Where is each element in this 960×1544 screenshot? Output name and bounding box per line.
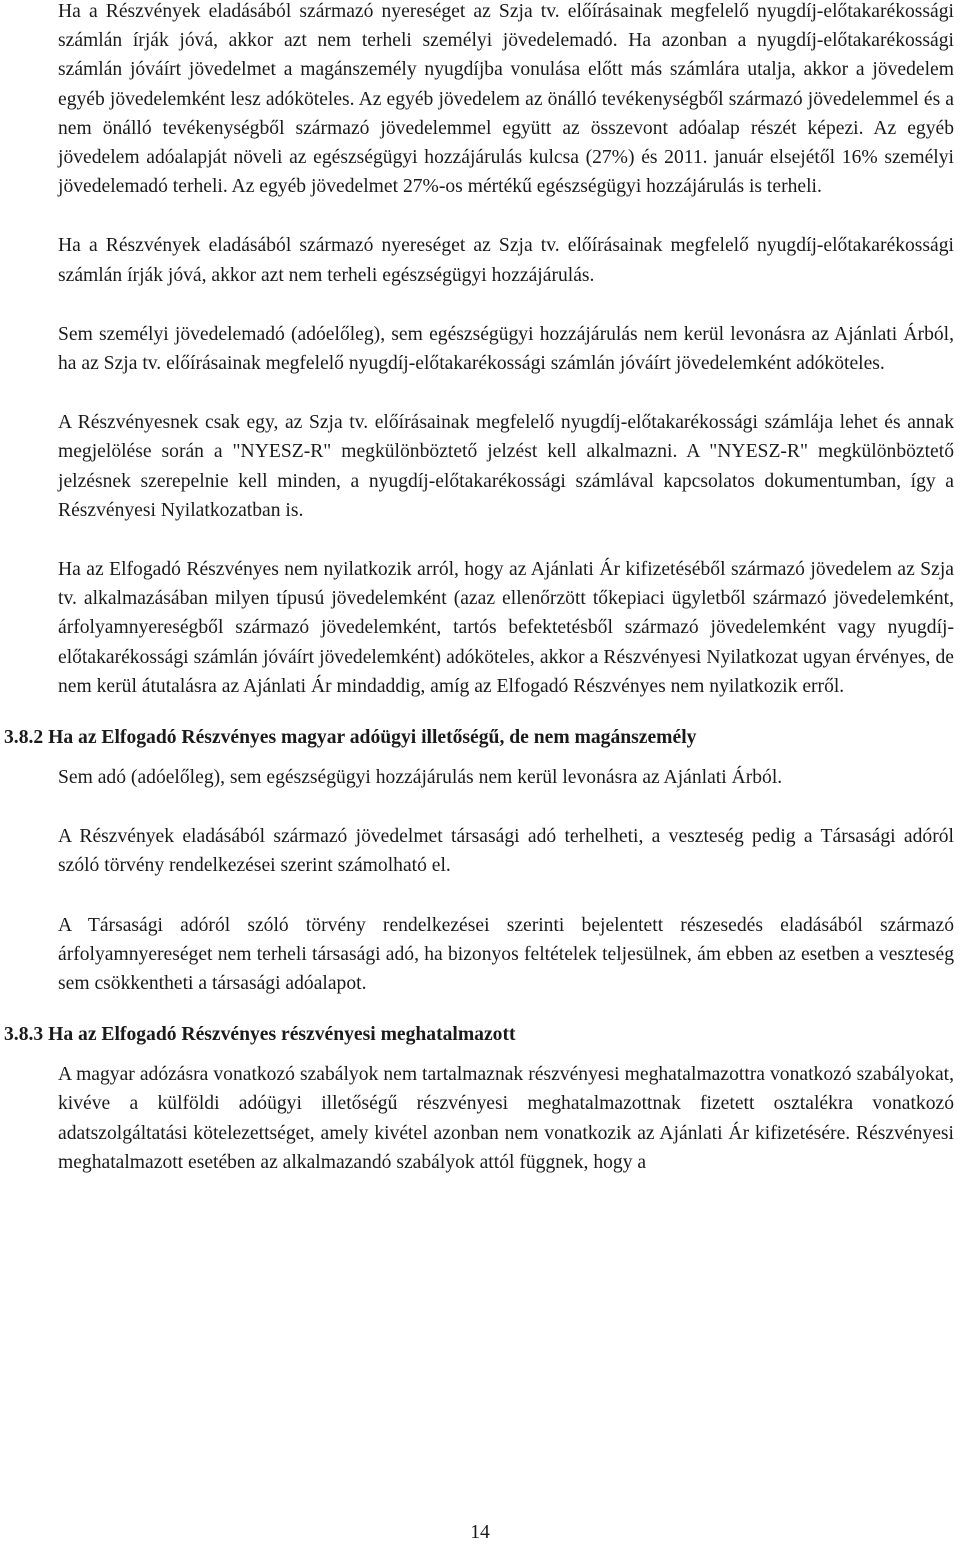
paragraph-declared-shareholding: A Társasági adóról szóló törvény rendelkezései szerinti bejelentett részesedés eladásából származó árfolyamnyereséget nem terheli társasági adó, ha bizonyos feltételek teljesülnek, ám ebben az esetben a veszteség sem csökkentheti a társasági adóalapot. xyxy=(58,914,954,995)
paragraph-spacer xyxy=(58,881,954,911)
paragraph-pension-account-health-contribution: Ha a Részvények eladásából származó nyereséget az Szja tv. előírásainak megfelelő nyugdíj-előtakarékossági számlán írják jóvá, akkor azt nem terheli egészségügyi hozzájárulás. xyxy=(58,235,954,286)
section-spacer xyxy=(58,701,954,723)
paragraph-spacer xyxy=(58,378,954,408)
page-body xyxy=(4,0,954,1177)
paragraph-no-withholding: Sem személyi jövedelemadó (adóelőleg), sem egészségügyi hozzájárulás nem kerül levonásra az Ajánlati Árból, ha az Szja tv. előírásainak megfelelő nyugdíj-előtakarékossági számlán jóváírt jövedelemként adóköteles. xyxy=(58,323,954,375)
section-heading-3-8-2: 3.8.2 Ha az Elfogadó Részvényes magyar adóügyi illetőségű, de nem magánszemély xyxy=(4,727,697,749)
paragraph-nominee-rules: A magyar adózásra vonatkozó szabályok nem tartalmaznak részvényesi meghatalmazottra vonatkozó szabályokat, kivéve a külföldi adóügyi illetőségű részvényesi meghatalmazottnak fizetett osztalékra vonatkozó adatszolgáltatási kötelezettséget, amely kivétel azonban nem vonatkozik az Ajánlati Ár kifizetésére. Részvényesi meghatalmazott esetében az alkalmazandó szabályok attól függnek, hogy a xyxy=(58,1064,954,1173)
paragraph-spacer xyxy=(58,201,954,231)
paragraph-nyesz-r-marking: A Részvényesnek csak egy, az Szja tv. előírásainak megfelelő nyugdíj-előtakarékossági számlája lehet és annak megjelölése során a "NYESZ-R" megkülönböztető jelzést kell alkalmazni. A "NYESZ-R" megkülönböztető jelzésnek szerepelnie kell minden, a nyugdíj-előtakarékossági számlával kapcsolatos dokumentumban, így a Részvényesi Nyilatkozatban is. xyxy=(58,412,954,521)
paragraph-pension-account-income-tax: Ha a Részvények eladásából származó nyereséget az Szja tv. előírásainak megfelelő nyugdíj-előtakarékossági számlán írják jóvá, akkor azt nem terheli személyi jövedelemadó. Ha azonban a nyugdíj-előtakarékossági számlán jóváírt jövedelmet a magánszemély nyugdíjba vonulása előtt más számlára utalja, akkor a jövedelem egyéb jövedelemként lesz adóköteles. Az egyéb jövedelem az önálló tevékenységből származó jövedelemmel és a nem önálló tevékenységből származó jövedelemmel együtt az összevont adóalap részét képezi. Az egyéb jövedelem adóalapját növeli az egészségügyi hozzájárulás kulcsa (27%) és 2011. január elsejétől 16% személyi jövedelemadó terheli. Az egyéb jövedelmet 27%-os mértékű egészségügyi hozzájárulás is terheli. xyxy=(58,1,954,198)
paragraph-spacer xyxy=(58,290,954,320)
section-spacer xyxy=(58,998,954,1020)
page-number: 14 xyxy=(470,1522,490,1543)
section-heading-3-8-3: 3.8.3 Ha az Elfogadó Részvényes részvényesi meghatalmazott xyxy=(4,1024,516,1046)
paragraph-corporate-tax-loss: A Részvények eladásából származó jövedelmet társasági adó terhelheti, a veszteség pedig a Társasági adóról szóló törvény rendelkezései szerint számolható el. xyxy=(58,826,954,877)
paragraph-no-tax-deduction: Sem adó (adóelőleg), sem egészségügyi hozzájárulás nem kerül levonásra az Ajánlati Árból. xyxy=(58,767,783,789)
paragraph-spacer xyxy=(58,525,954,555)
paragraph-spacer xyxy=(58,792,954,822)
paragraph-income-type-declaration: Ha az Elfogadó Részvényes nem nyilatkozik arról, hogy az Ajánlati Ár kifizetéséből származó jövedelem az Szja tv. alkalmazásában milyen típusú jövedelemként (azaz ellenőrzött tőkepiaci ügyletből származó jövedelemként, árfolyamnyereségből származó jövedelemként, tartós befektetésből származó jövedelemként vagy nyugdíj-előtakarékossági számlán jóváírt jövedelemként) adóköteles, akkor a Részvényesi Nyilatkozat ugyan érvényes, de nem kerül átutalásra az Ajánlati Ár mindaddig, amíg az Elfogadó Részvényes nem nyilatkozik erről. xyxy=(58,559,954,697)
